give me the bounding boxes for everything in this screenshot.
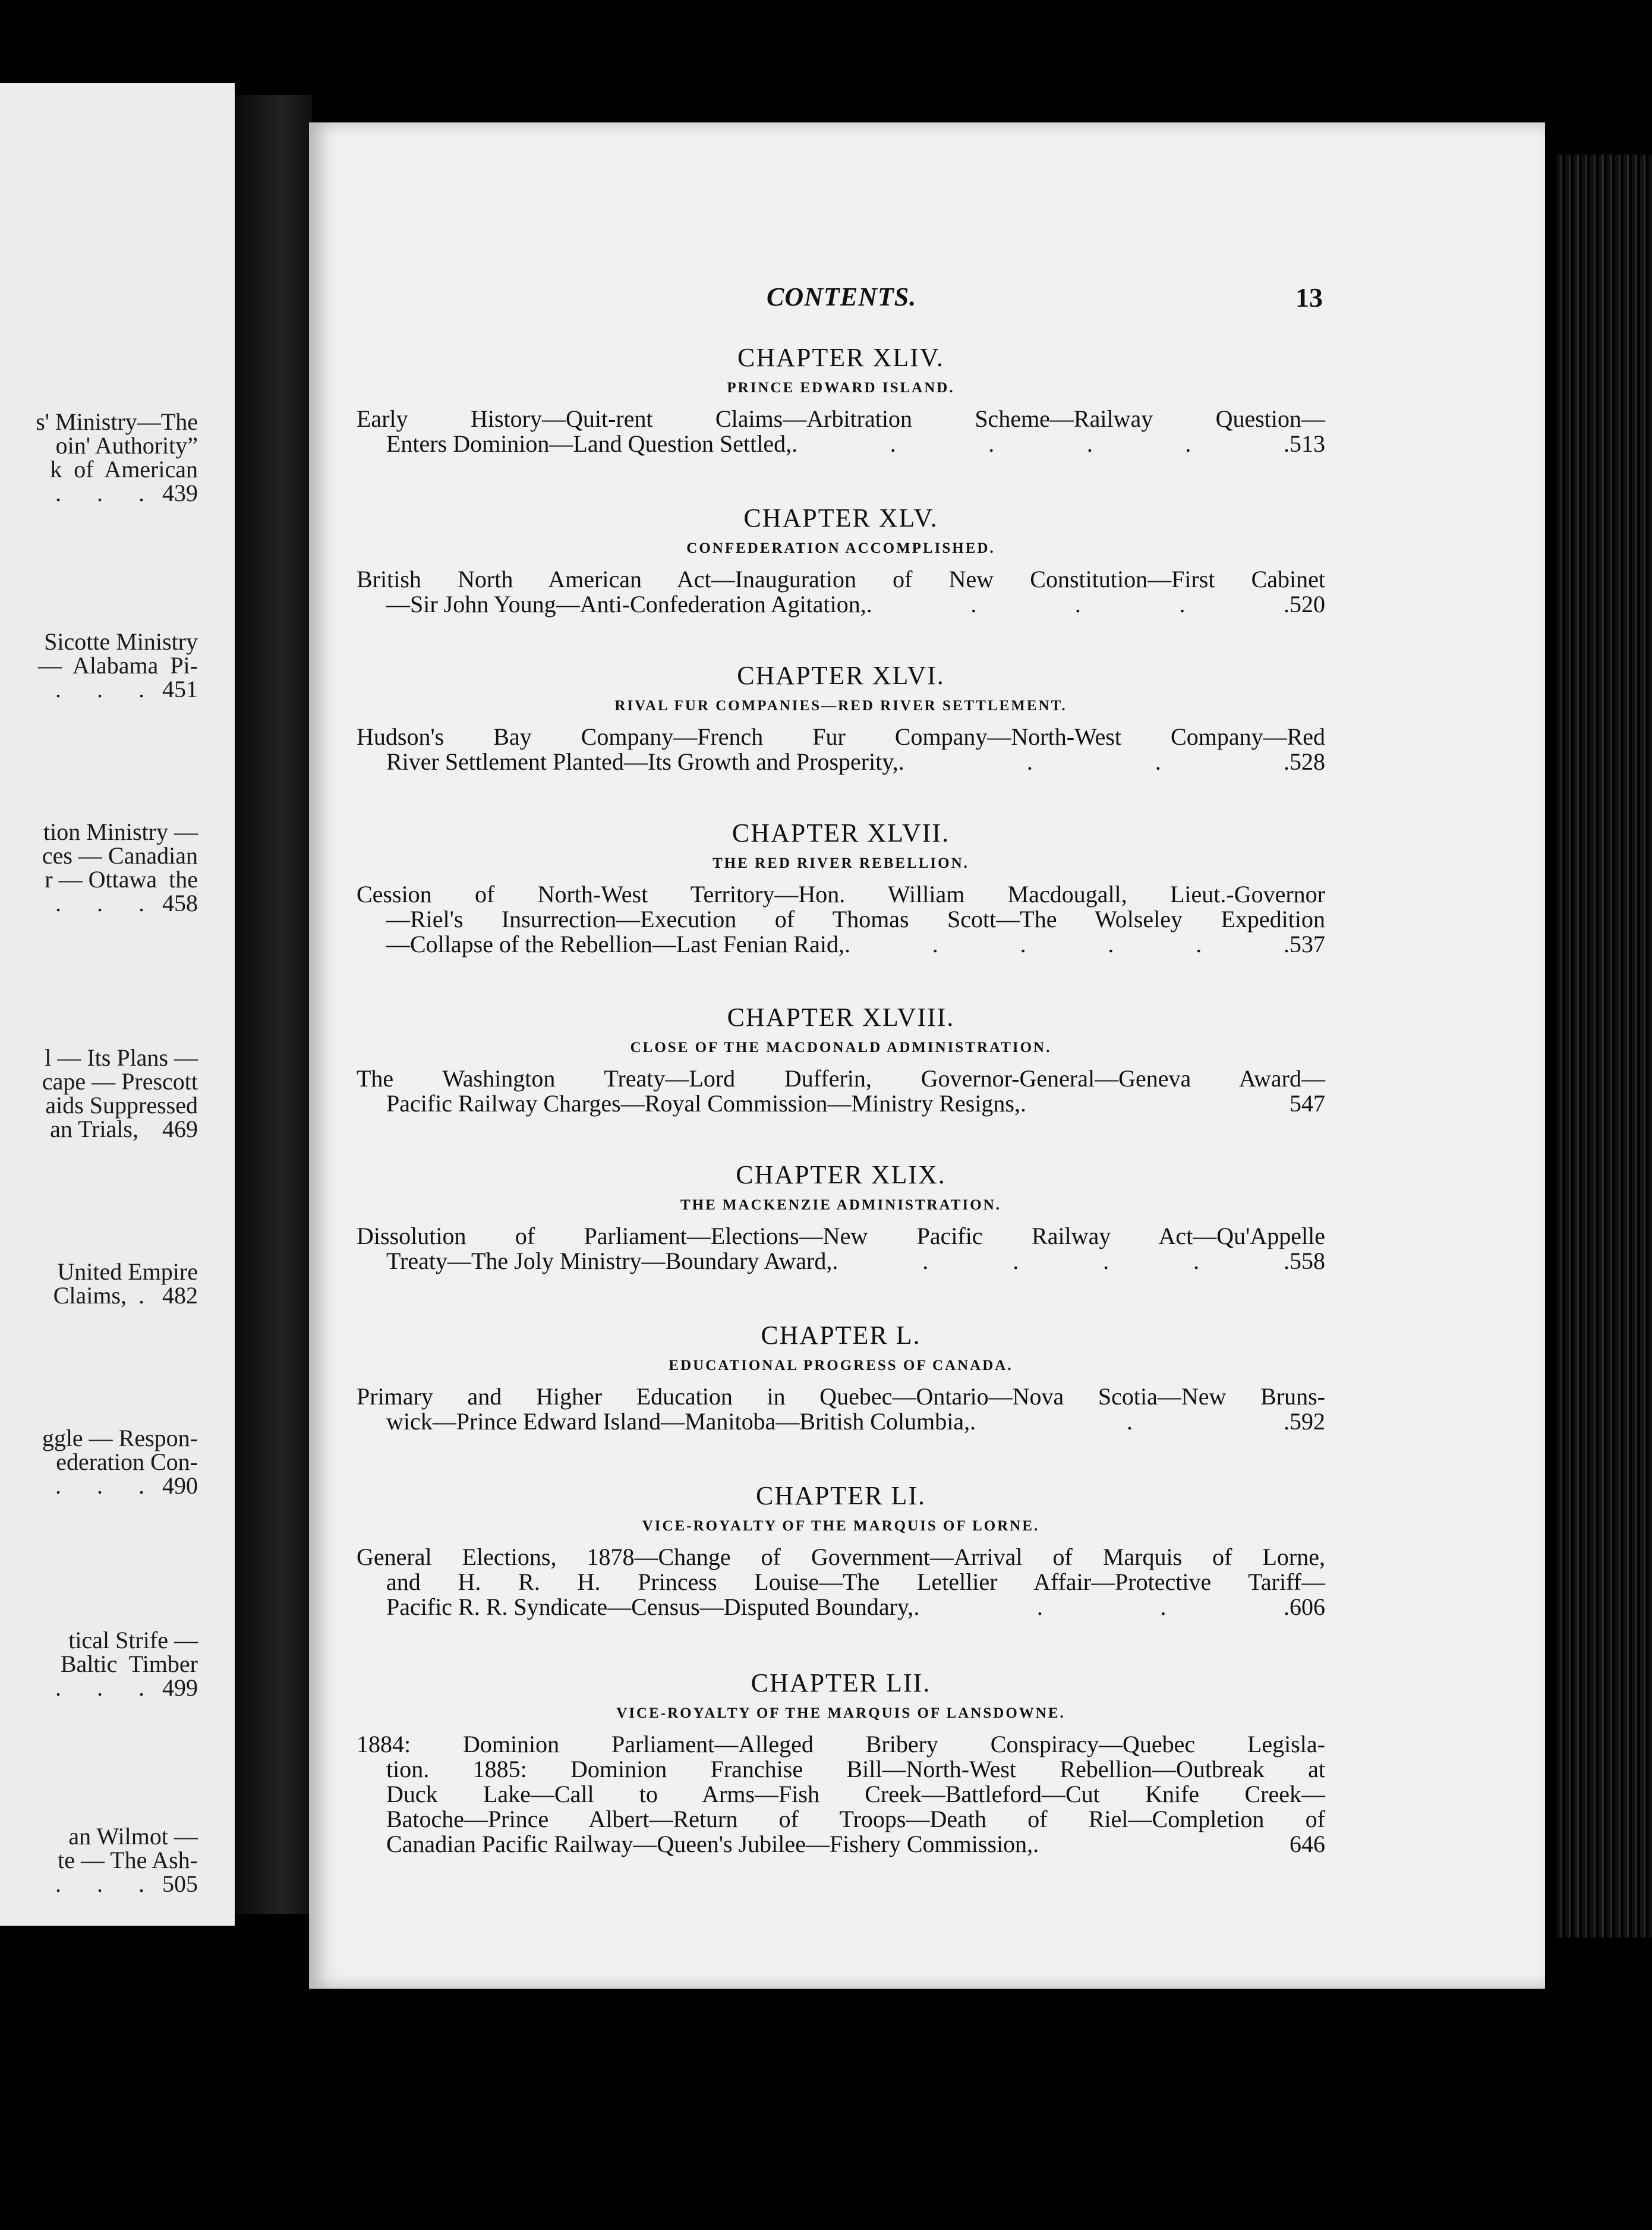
chapter-title: CHAPTER LII.: [751, 1668, 931, 1697]
chapter-entry: [357, 818, 1325, 957]
summary-last-line: [357, 592, 1325, 617]
left-page-line: ces — Canadian: [42, 842, 198, 869]
chapter-subtitle: PRINCE EDWARD ISLAND.: [727, 380, 955, 396]
summary-line: Enters Dominion—Land Question Settled,: [386, 430, 792, 457]
left-page-line: . . . 451: [55, 676, 198, 703]
chapter-entry: [357, 342, 1325, 456]
summary-line: Canadian Pacific Railway—Queen's Jubilee—Fishery Commission,: [386, 1831, 1033, 1857]
chapter-title: CHAPTER LI.: [756, 1481, 926, 1510]
chapter-title: CHAPTER XLIX.: [736, 1160, 946, 1189]
chapter-entry: [357, 503, 1325, 617]
summary-last-line: [357, 1249, 1325, 1274]
chapter-entry: [357, 1320, 1325, 1434]
left-page-line: l — Its Plans —: [45, 1044, 198, 1071]
chapter-entry: [357, 1668, 1325, 1857]
chapter-title: CHAPTER L.: [761, 1321, 921, 1350]
chapter-page-number: 646: [1290, 1831, 1325, 1857]
chapter-page-number: 537: [1290, 931, 1325, 957]
chapter-subtitle: RIVAL FUR COMPANIES—RED RIVER SETTLEMENT.: [614, 698, 1067, 714]
summary-line: Dissolution of Parliament—Elections—New Pacific Railway Act—Qu'Appelle: [357, 1223, 1325, 1249]
contents-page: [309, 122, 1545, 1989]
summary-line: British North American Act—Inauguration of New Constitution—First Cabinet: [357, 566, 1325, 593]
leader-dots: . . . . . .: [832, 1248, 1290, 1274]
leader-dots: . . . .: [913, 1593, 1290, 1620]
left-page-line: tion Ministry —: [43, 818, 198, 845]
leader-dots: . . . .: [898, 748, 1290, 775]
left-page-line: r — Ottawa the: [45, 866, 198, 893]
summary-line: —Collapse of the Rebellion—Last Fenian Raid,: [386, 931, 844, 957]
chapter-page-number: 592: [1290, 1408, 1325, 1435]
chapter-entry: [357, 1002, 1325, 1116]
left-page-line: s' Ministry—The: [36, 408, 198, 435]
page-number: 13: [1295, 282, 1323, 313]
summary-line: Duck Lake—Call to Arms—Fish Creek—Battleford—Cut Knife Creek—: [386, 1781, 1325, 1807]
chapter-summary: [357, 407, 1325, 456]
summary-line: General Elections, 1878—Change of Government—Arrival of Marquis of Lorne,: [357, 1544, 1325, 1570]
left-page-line: tical Strife —: [68, 1627, 198, 1653]
summary-line: Pacific Railway Charges—Royal Commission—Ministry Resigns,: [386, 1090, 1020, 1117]
left-page-line: cape — Prescott: [42, 1068, 198, 1095]
chapter-page-number: 528: [1290, 748, 1325, 775]
left-page-line: . . . 439: [55, 480, 198, 506]
summary-line: Primary and Higher Education in Quebec—Ontario—Nova Scotia—New Bruns-: [357, 1383, 1325, 1410]
left-page-line: United Empire: [57, 1258, 198, 1285]
page-header: [309, 282, 1545, 317]
summary-line: Hudson's Bay Company—French Fur Company—North-West Company—Red: [357, 723, 1325, 750]
chapter-page-number: 520: [1290, 591, 1325, 618]
left-page-line: . . . 490: [55, 1472, 198, 1499]
summary-line: —Riel's Insurrection—Execution of Thomas Scott—The Wolseley Expedition: [386, 906, 1325, 933]
left-page-line: an Trials, 469: [50, 1116, 198, 1142]
chapter-summary: [357, 1545, 1325, 1620]
chapter-entry: [357, 1481, 1325, 1620]
chapter-title: CHAPTER XLVIII.: [727, 1003, 955, 1032]
chapter-page-number: 558: [1290, 1248, 1325, 1274]
summary-line: Early History—Quit-rent Claims—Arbitration Scheme—Railway Question—: [357, 405, 1325, 432]
chapter-page-number: 547: [1290, 1090, 1325, 1117]
summary-line: The Washington Treaty—Lord Dufferin, Governor-General—Geneva Award—: [357, 1065, 1325, 1092]
left-page-line: ggle — Respon-: [42, 1425, 198, 1451]
summary-line: River Settlement Planted—Its Growth and Prosperity,: [386, 748, 898, 775]
leader-dots: . . . . .: [866, 591, 1290, 618]
leader-dots: .: [1020, 1090, 1026, 1117]
leader-dots: . . . . . .: [792, 430, 1290, 457]
left-page-line: Baltic Timber: [60, 1651, 198, 1677]
left-page-line: — Alabama Pi-: [38, 652, 198, 679]
page-edges: [1557, 155, 1652, 1938]
summary-last-line: [357, 749, 1325, 774]
chapter-title: CHAPTER XLIV.: [737, 343, 944, 372]
chapter-entry: [357, 1160, 1325, 1274]
chapter-subtitle: THE MACKENZIE ADMINISTRATION.: [680, 1197, 1002, 1213]
summary-line: Batoche—Prince Albert—Return of Troops—Death of Riel—Completion of: [386, 1806, 1325, 1832]
left-page-line: k of American: [50, 456, 198, 483]
chapter-subtitle: EDUCATIONAL PROGRESS OF CANADA.: [669, 1357, 1013, 1374]
left-page-line: . . . 499: [55, 1674, 198, 1701]
left-page-line: . . . 458: [55, 890, 198, 916]
leader-dots: .: [1033, 1831, 1039, 1857]
left-page-line: an Wilmot —: [68, 1823, 198, 1850]
book-gutter: [235, 95, 312, 1914]
chapter-subtitle: VICE-ROYALTY OF THE MARQUIS OF LORNE.: [642, 1518, 1040, 1534]
left-page-line: aids Suppressed: [45, 1092, 198, 1119]
leader-dots: . . .: [970, 1408, 1290, 1435]
summary-last-line: [357, 932, 1325, 957]
chapter-subtitle: THE RED RIVER REBELLION.: [712, 855, 969, 871]
chapter-entry: [357, 660, 1325, 774]
summary-last-line: [357, 1091, 1325, 1116]
chapter-summary: [357, 882, 1325, 957]
leader-dots: . . . . . .: [844, 931, 1290, 957]
chapter-subtitle: VICE-ROYALTY OF THE MARQUIS OF LANSDOWNE.: [616, 1705, 1065, 1721]
summary-last-line: [357, 431, 1325, 456]
chapter-title: CHAPTER XLVII.: [732, 818, 950, 848]
left-page-line: oin' Authority”: [55, 432, 198, 459]
summary-line: 1884: Dominion Parliament—Alleged Bribery Conspiracy—Quebec Legisla-: [357, 1731, 1325, 1757]
summary-last-line: [357, 1832, 1325, 1857]
left-page-line: ederation Con-: [56, 1448, 198, 1475]
chapter-subtitle: CLOSE OF THE MACDONALD ADMINISTRATION.: [630, 1040, 1052, 1056]
summary-last-line: [357, 1409, 1325, 1434]
chapter-summary: [357, 567, 1325, 617]
left-page-line: te — The Ash-: [58, 1847, 198, 1873]
summary-line: Treaty—The Joly Ministry—Boundary Award,: [386, 1248, 833, 1274]
chapter-title: CHAPTER XLVI.: [737, 661, 945, 690]
left-page-fragment: [0, 83, 235, 1926]
left-page-line: Claims, . 482: [53, 1282, 198, 1309]
left-page-line: . . . 505: [55, 1870, 198, 1897]
chapter-summary: [357, 1732, 1325, 1857]
summary-line: —Sir John Young—Anti-Confederation Agitation,: [386, 591, 866, 618]
summary-line: Cession of North-West Territory—Hon. William Macdougall, Lieut.-Governor: [357, 881, 1325, 908]
chapter-summary: [357, 1384, 1325, 1434]
chapter-subtitle: CONFEDERATION ACCOMPLISHED.: [686, 540, 995, 556]
summary-line: tion. 1885: Dominion Franchise Bill—North-West Rebellion—Outbreak at: [386, 1756, 1325, 1782]
summary-line: wick—Prince Edward Island—Manitoba—British Columbia,: [386, 1408, 970, 1435]
summary-line: and H. R. H. Princess Louise—The Letellier Affair—Protective Tariff—: [386, 1568, 1325, 1595]
chapter-summary: [357, 1224, 1325, 1274]
chapter-summary: [357, 725, 1325, 774]
left-page-line: Sicotte Ministry: [44, 628, 198, 655]
summary-last-line: [357, 1595, 1325, 1620]
running-title: CONTENTS.: [767, 282, 917, 311]
chapter-page-number: 513: [1290, 430, 1325, 457]
chapter-page-number: 606: [1290, 1593, 1325, 1620]
chapter-summary: [357, 1066, 1325, 1116]
summary-line: Pacific R. R. Syndicate—Census—Disputed Boundary,: [386, 1593, 914, 1620]
chapter-title: CHAPTER XLV.: [743, 503, 938, 533]
